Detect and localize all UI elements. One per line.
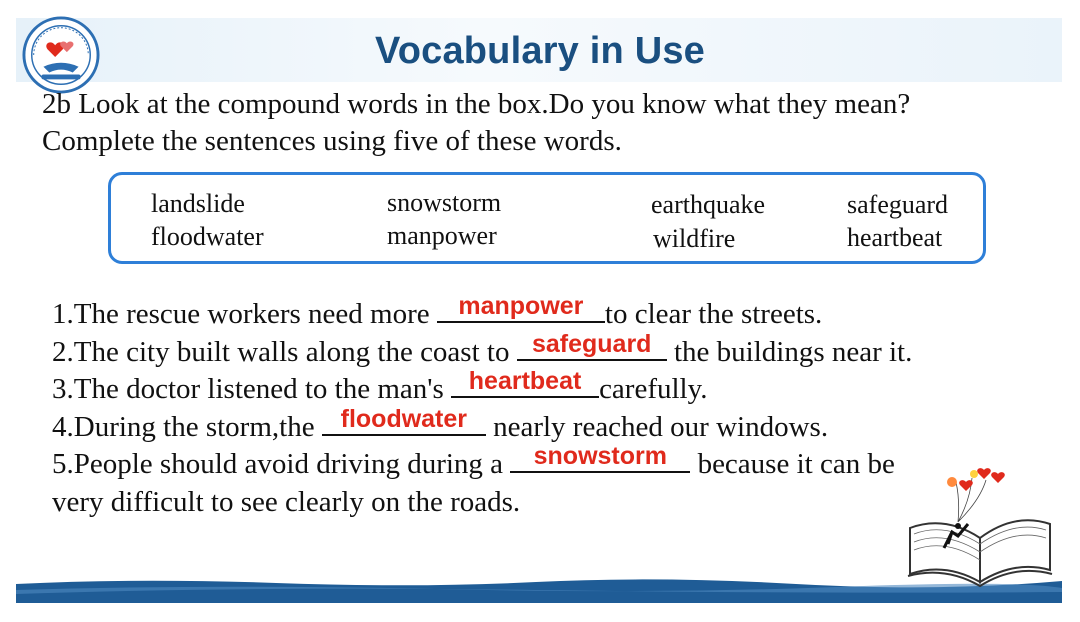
sentence-text: 2.The city built walls along the coast to bbox=[52, 335, 517, 368]
instruction-text bbox=[42, 86, 1052, 160]
sentence-text: 5.People should avoid driving during a bbox=[52, 448, 511, 480]
sentence-text: to clear the streets. bbox=[604, 298, 823, 330]
sentence-text: very difficult to see clearly on the roads. bbox=[52, 485, 521, 518]
instruction-line-2: Complete the sentences using five of these words. bbox=[42, 125, 622, 157]
answer-blank bbox=[451, 367, 599, 398]
word-manpower: manpower bbox=[387, 221, 497, 250]
word-box bbox=[108, 172, 986, 264]
answer-text: snowstorm bbox=[533, 442, 667, 470]
answer-text: safeguard bbox=[531, 329, 652, 358]
answer-text: heartbeat bbox=[468, 367, 582, 395]
sentence-text: 4.During the storm,the bbox=[52, 410, 322, 443]
sentence-3 bbox=[52, 367, 1052, 409]
sentence-text: 3.The doctor listened to the man's bbox=[52, 373, 452, 405]
answer-blank bbox=[510, 442, 690, 473]
word-wildfire: wildfire bbox=[653, 224, 736, 253]
sentence-4 bbox=[52, 404, 1052, 447]
open-book-illustration bbox=[900, 460, 1060, 590]
answer-blank bbox=[322, 404, 486, 436]
sentence-1 bbox=[52, 292, 1052, 334]
answer-blank bbox=[437, 292, 605, 323]
sentence-text: the buildings near it. bbox=[666, 335, 913, 368]
sentence-text: nearly reached our windows. bbox=[485, 410, 829, 443]
word-landslide: landslide bbox=[151, 189, 245, 218]
page-title: Vocabulary in Use bbox=[374, 30, 706, 72]
word-earthquake: earthquake bbox=[651, 190, 766, 219]
answer-text: floodwater bbox=[340, 404, 468, 433]
sentence-text: carefully. bbox=[599, 373, 708, 405]
word-snowstorm: snowstorm bbox=[387, 188, 502, 217]
word-safeguard: safeguard bbox=[847, 190, 949, 219]
answer-text: manpower bbox=[458, 292, 584, 320]
answer-blank bbox=[517, 329, 667, 361]
sentence-2 bbox=[52, 329, 1052, 372]
word-floodwater: floodwater bbox=[151, 222, 264, 251]
instruction-line-1: 2b Look at the compound words in the box.Do you know what they mean? bbox=[42, 88, 911, 120]
sentence-text: 1.The rescue workers need more bbox=[52, 298, 437, 330]
word-heartbeat: heartbeat bbox=[847, 223, 943, 252]
sentence-text: because it can be bbox=[690, 448, 895, 480]
